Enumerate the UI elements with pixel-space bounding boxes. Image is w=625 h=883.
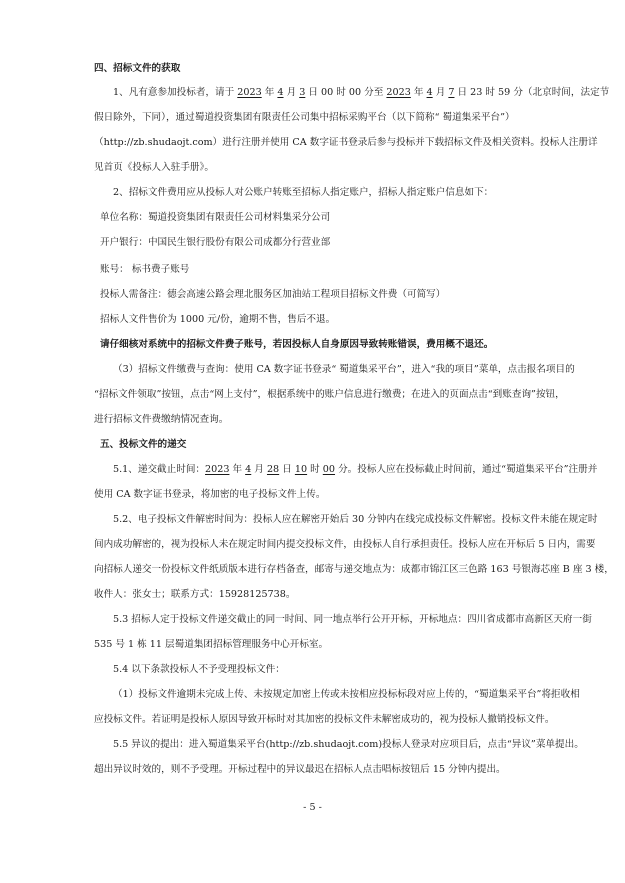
section-5-4-item-1-line-1: （1）投标文件逾期未完成上传、未按规定加密上传或未按相应投标标段对应上传的，“蜀道集采平台”将拒收相: [113, 689, 580, 700]
end-day: 7: [448, 87, 455, 98]
section-4-item-1-line-2: 假日除外，下同），通过蜀道投资集团有限责任公司集中招标采购平台（以下简称“ 蜀道集采平台”）: [94, 112, 515, 123]
start-year: 2023: [237, 87, 262, 98]
deadline-minute: 00: [322, 464, 336, 475]
deadline-month: 4: [245, 464, 252, 475]
section-5-1-line-1: 5.1、递交截止时间：2023 年 4 月 28 日 10 时 00 分。投标人应在投标截止时间前，通过“蜀道集采平台”注册并: [113, 464, 598, 475]
end-year: 2023: [386, 87, 411, 98]
section-4-heading: 四、招标文件的获取: [94, 63, 181, 74]
section-5-heading: 五、投标文件的递交: [100, 439, 187, 450]
section-4-item-1-line-4: 见首页《投标人入驻手册》。: [94, 162, 214, 173]
section-5-4-item-1-line-2: 应投标文件。若证明是投标人原因导致开标时对其加密的投标文件未解密成功的，视为投标人撤销投标文件。: [94, 714, 555, 725]
payment-remark: 投标人需备注：德会高速公路会理北服务区加油站工程项目招标文件费（可简写）: [100, 289, 446, 300]
section-5-3-line-1: 5.3 招标人定于投标文件递交截止的同一时间、同一地点举行公开开标，开标地点：四川省成都市高新区天府一街: [113, 614, 592, 625]
section-4-item-2: 2、招标文件费用应从投标人对公账户转账至招标人指定账户，招标人指定账户信息如下：: [113, 187, 494, 198]
section-4-item-1-line-1: 1、凡有意参加投标者，请于 2023 年 4 月 3 日 00 时 00 分至 2023 年 4 月 7 日 23 时 59 分（北京时间，法定节: [113, 87, 610, 98]
section-5-2-line-4: 收件人：张女士；联系方式：15928125738。: [94, 589, 296, 600]
deadline-hour: 10: [294, 464, 308, 475]
section-5-2-line-3: 向招标人递交一份投标文件纸质版本进行存档备查，邮寄与递交地点为：成都市锦江区三色路 163 号银海芯座 B 座 3 楼，: [94, 564, 614, 575]
transfer-warning: 请仔细核对系统中的招标文件费子账号，若因投标人自身原因导致转账错误，费用概不退还。: [100, 339, 494, 350]
section-5-4: 5.4 以下条款投标人不予受理投标文件：: [113, 664, 285, 675]
section-5-1-line-2: 使用 CA 数字证书登录，将加密的电子投标文件上传。: [94, 489, 326, 500]
account-number: 账号： 标书费子账号: [100, 264, 190, 275]
section-4-item-1-line-3: （http://zb.shudaojt.com）进行注册并使用 CA 数字证书登录后参与投标并下载招标文件及相关资料。投标人注册详: [94, 137, 598, 148]
section-5-3-line-2: 535 号 1 栋 11 层蜀道集团招标管理服务中心开标室。: [94, 639, 329, 650]
end-month: 4: [426, 87, 433, 98]
start-day: 3: [299, 87, 306, 98]
section-4-item-3-line-3: 进行招标文件费缴纳情况查询。: [94, 414, 229, 425]
section-5-5-line-2: 超出异议时效的，则不予受理。开标过程中的异议最迟在招标人点击唱标按钮后 15 分钟内提出。: [94, 764, 506, 775]
section-5-5-line-1: 5.5 异议的提出：进入蜀道集采平台(http://zb.shudaojt.com)投标人登录对应项目后，点击“异议”菜单提出。: [113, 739, 584, 750]
account-unit-name: 单位名称：蜀道投资集团有限责任公司材料集采分公司: [100, 212, 331, 223]
section-4-item-3-line-2: “招标文件领取”按钮，点击“网上支付”，根据系统中的账户信息进行缴费；在进入的页面点击“到账查询”按钮，: [94, 389, 565, 400]
section-5-2-line-2: 间内成功解密的，视为投标人未在规定时间内提交投标文件，由投标人自行承担责任。投标人应在开标后 5 日内，需要: [94, 539, 596, 550]
start-month: 4: [277, 87, 284, 98]
account-bank: 开户银行：中国民生银行股份有限公司成都分行营业部: [100, 237, 331, 248]
document-price: 招标人文件售价为 1000 元/份，逾期不售，售后不退。: [100, 314, 336, 325]
deadline-day: 28: [266, 464, 280, 475]
deadline-year: 2023: [205, 464, 230, 475]
section-5-2-line-1: 5.2、电子投标文件解密时间为：投标人应在解密开始后 30 分钟内在线完成投标文件解密。投标文件未能在规定时: [113, 514, 598, 525]
page-number: - 5 -: [303, 802, 322, 813]
section-4-item-3-line-1: （3）招标文件缴费与查询：使用 CA 数字证书登录“ 蜀道集采平台”，进入“我的项目”菜单，点击报名项目的: [113, 364, 575, 375]
